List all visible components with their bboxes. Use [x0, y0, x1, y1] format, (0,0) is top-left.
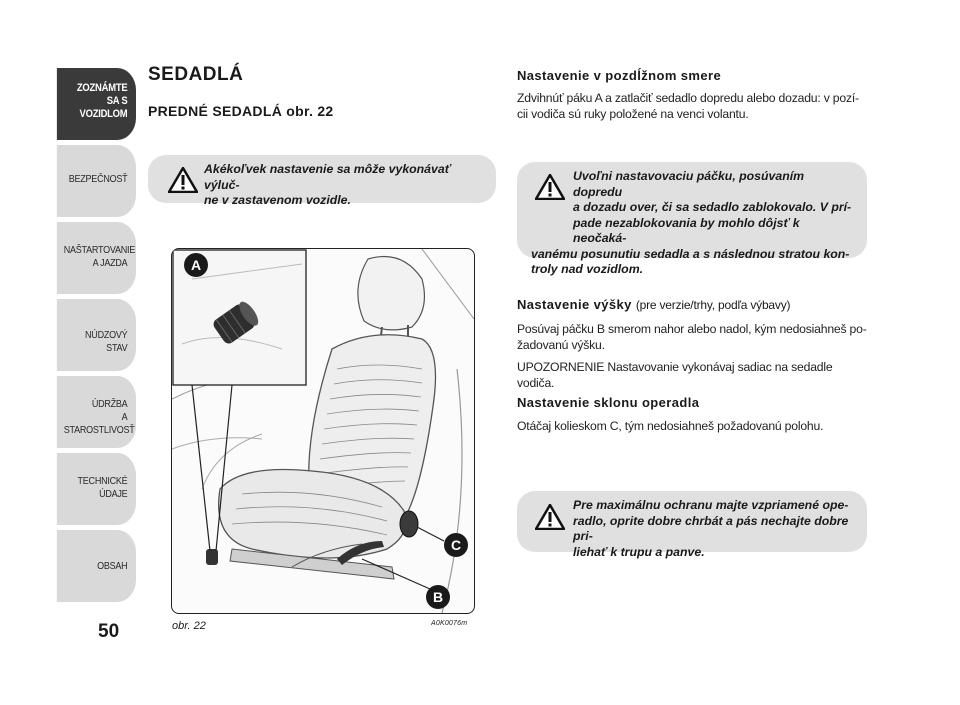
- warning-text-line3: pade nezablokovania by mohlo dôjsť k neočaká-: [573, 215, 800, 245]
- height-note: UPOZORNENIE Nastavovanie vykonávaj sadiac na sedadle vodiča.: [517, 360, 833, 390]
- text-line: Posúvaj páčku B smerom nahor alebo nadol, kým nedosiahneš po-: [517, 322, 867, 336]
- tab-label-line1: NAŠTARTOVANIE: [63, 244, 136, 256]
- text-line: cii vodiča sú ruky položené na venci volantu.: [517, 107, 749, 121]
- warning-text-line3: liehať k trupu a panve.: [573, 544, 705, 559]
- warning-triangle-icon: [535, 174, 565, 200]
- callout-c: C: [450, 537, 462, 553]
- tab-label-line2: A JAZDA: [92, 257, 128, 269]
- tab-label-line1: BEZPEČNOSŤ: [68, 173, 128, 185]
- height-heading: [517, 297, 790, 312]
- warning-text-line1: Uvoľni nastavovaciu páčku, posúvaním dopredu: [573, 169, 805, 199]
- page-number: 50: [98, 621, 120, 642]
- warning-text-line1: Akékoľvek nastavenie sa môže vykonávať výluč-: [204, 162, 451, 192]
- longitudinal-text: [517, 90, 872, 122]
- tab-bezpecnost[interactable]: [57, 145, 136, 217]
- warning-box-lever: [517, 162, 867, 276]
- section-subtitle: PREDNÉ SEDADLÁ obr. 22: [148, 103, 334, 119]
- seat-drawing: [172, 249, 474, 613]
- callout-a: A: [190, 257, 202, 273]
- height-subtitle: (pre verzie/trhy, podľa výbavy): [635, 298, 791, 312]
- tab-label-line2: SA S VOZIDLOM: [79, 95, 128, 120]
- chapter-tabs: [44, 68, 136, 607]
- tab-zoznamte[interactable]: [57, 68, 136, 140]
- height-text: [517, 321, 872, 391]
- warning-triangle-icon: [535, 504, 565, 530]
- tab-obsah[interactable]: [57, 530, 136, 602]
- warning-text-line1: Pre maximálnu ochranu majte vzpriamené ope-: [573, 498, 849, 512]
- warning-text-line4: vanému posunutiu sedadla a s následnou stratou kon-: [531, 246, 850, 261]
- figure-caption: obr. 22: [172, 620, 206, 632]
- seat-illustration: [171, 248, 475, 614]
- section-title: SEDADLÁ: [148, 64, 244, 85]
- tab-udrzba[interactable]: [57, 376, 136, 448]
- warning-box-stationary: [148, 155, 496, 207]
- height-title: Nastavenie výšky: [517, 297, 632, 312]
- warning-box-backrest: [517, 491, 867, 559]
- tab-label-line1: NÚDZOVÝ STAV: [85, 329, 128, 354]
- warning-triangle-icon: [168, 167, 198, 193]
- tab-technicke-udaje[interactable]: [57, 453, 136, 525]
- tab-label-line2: ÚDAJE: [99, 488, 128, 500]
- longitudinal-title: Nastavenie v pozdĺžnom smere: [517, 68, 722, 83]
- recline-title: Nastavenie sklonu operadla: [517, 395, 700, 410]
- text-line: Zdvihnúť páku A a zatlačiť sedadlo dopredu alebo dozadu: v pozí-: [517, 91, 859, 105]
- figure-code: A0K0076m: [431, 620, 468, 627]
- tab-label-line1: ÚDRŽBA: [91, 398, 128, 410]
- warning-text-line5: troly nad vozidlom.: [531, 262, 644, 276]
- tab-nastartovanie[interactable]: [57, 222, 136, 294]
- tab-label-line1: OBSAH: [97, 560, 128, 572]
- warning-text-line2: a dozadu over, či sa sedadlo zablokovalo. V prí-: [573, 200, 852, 214]
- tab-label-line1: TECHNICKÉ: [77, 475, 128, 487]
- tab-label-line1: ZOZNÁMTE: [76, 82, 128, 94]
- recline-text: Otáčaj kolieskom C, tým nedosiahneš požadovanú polohu.: [517, 419, 824, 433]
- warning-text-line2: ne v zastavenom vozidle.: [204, 193, 351, 207]
- tab-label-line2: A STAROSTLIVOSŤ: [63, 411, 135, 436]
- callout-b: B: [432, 589, 444, 605]
- text-line: žadovanú výšku.: [517, 338, 605, 352]
- warning-text-line2: radlo, oprite dobre chrbát a pás nechajte dobre pri-: [573, 513, 849, 543]
- tab-nudzovy-stav[interactable]: [57, 299, 136, 371]
